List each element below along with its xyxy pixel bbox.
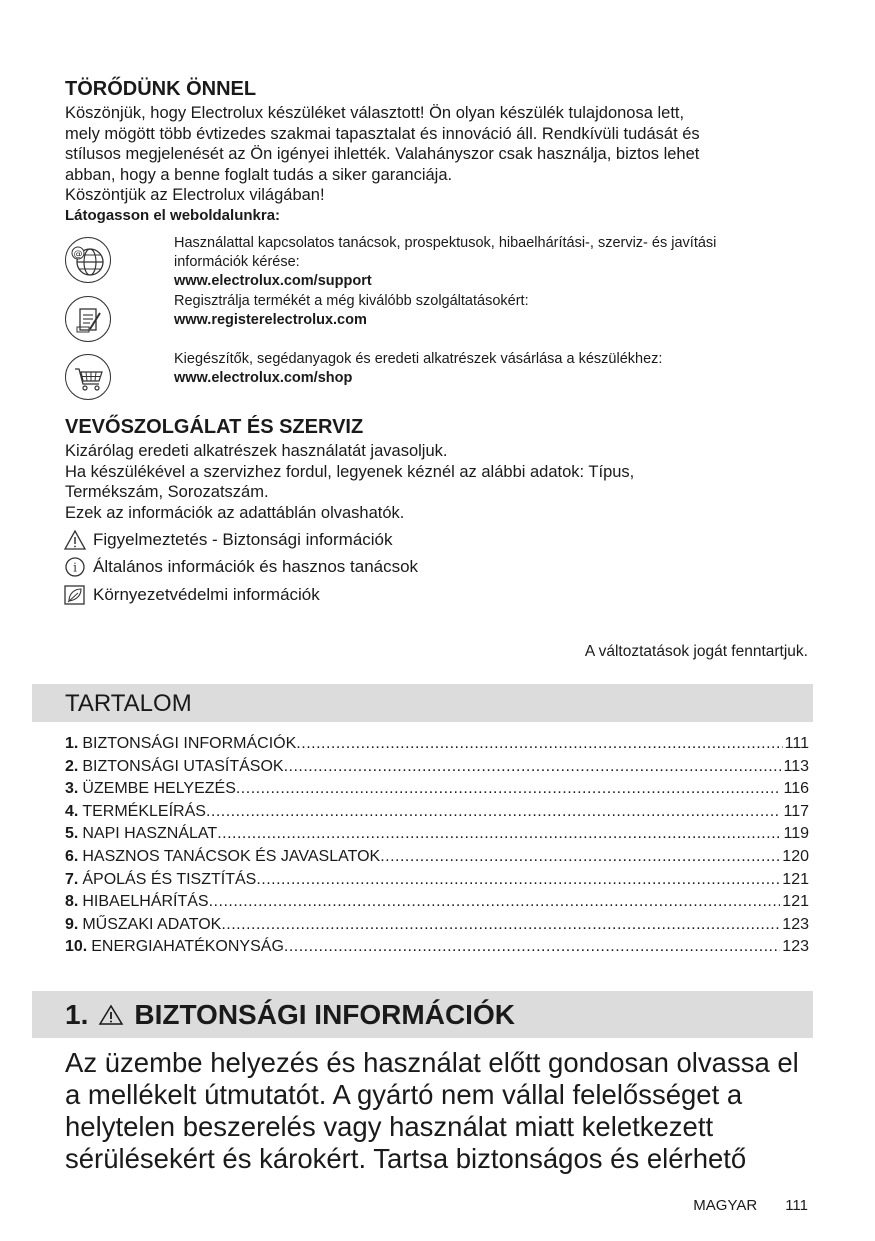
caring-heading: TÖRŐDÜNK ÖNNEL bbox=[65, 78, 257, 100]
toc-num: 3. bbox=[65, 780, 79, 798]
warning-icon bbox=[63, 529, 87, 551]
toc-row[interactable] bbox=[65, 758, 809, 781]
support-text bbox=[174, 234, 716, 291]
service-line: Termékszám, Sorozatszám. bbox=[65, 483, 269, 501]
support-link[interactable]: www.electrolux.com/support bbox=[174, 273, 372, 289]
service-line: Ezek az információk az adattáblán olvashatók. bbox=[65, 503, 405, 522]
toc-page: 123 bbox=[782, 915, 809, 933]
shop-text bbox=[174, 350, 662, 388]
toc-label: MŰSZAKI ADATOK bbox=[82, 915, 222, 933]
caring-line: abban, hogy a benne foglalt tudás a siker garanciája. bbox=[65, 165, 453, 184]
toc-header bbox=[32, 684, 813, 722]
cart-icon bbox=[65, 354, 111, 400]
toc-label: ÜZEMBE HELYEZÉS bbox=[82, 780, 236, 798]
register-line: Regisztrálja termékét a még kiválóbb szolgáltatásokért: bbox=[174, 293, 529, 309]
toc-page: 111 bbox=[784, 735, 809, 752]
toc-num: 4. bbox=[65, 802, 79, 820]
toc-num: 5. bbox=[65, 825, 79, 843]
support-line: Használattal kapcsolatos tanácsok, prospektusok, hibaelhárítási-, szerviz- és javítási bbox=[174, 235, 717, 251]
toc-label: ENERGIAHATÉKONYSÁG bbox=[91, 938, 284, 956]
support-line: információk kérése: bbox=[174, 254, 300, 270]
toc-row[interactable] bbox=[65, 825, 809, 848]
toc-row[interactable] bbox=[65, 938, 809, 961]
toc-leader bbox=[206, 803, 782, 821]
toc-leader bbox=[296, 735, 782, 753]
toc-title: TARTALOM bbox=[65, 690, 192, 717]
table-of-contents bbox=[65, 735, 809, 961]
register-link[interactable]: www.registerelectrolux.com bbox=[174, 312, 367, 328]
legend-text: Figyelmeztetés - Biztonsági információk bbox=[93, 530, 393, 549]
toc-label: BIZTONSÁGI UTASÍTÁSOK bbox=[82, 757, 284, 775]
toc-page: 121 bbox=[782, 870, 809, 888]
legend-text: Környezetvédelmi információk bbox=[93, 585, 320, 604]
register-icon bbox=[65, 296, 111, 342]
toc-num: 9. bbox=[65, 915, 79, 933]
caring-line: stílusos megjelenését az Ön igényei ihlették. Valahányszor csak használja, biztos lehet bbox=[65, 145, 700, 163]
toc-num: 1. bbox=[65, 735, 79, 752]
toc-label: ÁPOLÁS ÉS TISZTÍTÁS bbox=[82, 870, 257, 888]
shop-line: Kiegészítők, segédanyagok és eredeti alkatrészek vásárlása a készülékhez: bbox=[174, 351, 663, 367]
toc-num: 6. bbox=[65, 847, 79, 865]
toc-leader bbox=[256, 871, 780, 889]
leaf-icon bbox=[63, 584, 87, 606]
toc-page: 117 bbox=[783, 802, 809, 820]
toc-row[interactable] bbox=[65, 871, 809, 894]
toc-row[interactable] bbox=[65, 780, 809, 803]
warning-icon bbox=[98, 1003, 124, 1027]
toc-page: 120 bbox=[782, 847, 809, 865]
caring-line: Köszöntjük az Electrolux világában! bbox=[65, 186, 325, 204]
toc-page: 123 bbox=[782, 938, 809, 956]
toc-leader bbox=[284, 938, 780, 956]
page-footer bbox=[693, 1197, 808, 1214]
register-text bbox=[174, 292, 529, 330]
service-paragraph bbox=[65, 441, 805, 523]
svg-text:@: @ bbox=[73, 249, 83, 260]
toc-label: TERMÉKLEÍRÁS bbox=[82, 802, 206, 820]
safety-line: a mellékelt útmutatót. A gyártó nem vállal felelősséget a bbox=[65, 1079, 743, 1110]
legend-info bbox=[63, 556, 418, 578]
toc-row[interactable] bbox=[65, 916, 809, 939]
svg-text:i: i bbox=[73, 560, 77, 575]
caring-line: mely mögött több évtizedes szakmai tapasztalat és innováció áll. Rendkívüli tudását és bbox=[65, 124, 700, 143]
toc-page: 116 bbox=[783, 780, 809, 798]
toc-label: HIBAELHÁRÍTÁS bbox=[82, 893, 209, 911]
toc-leader bbox=[209, 893, 781, 911]
changes-note: A változtatások jogát fenntartjuk. bbox=[584, 643, 808, 660]
toc-label: BIZTONSÁGI INFORMÁCIÓK bbox=[82, 735, 297, 752]
caring-line: Köszönjük, hogy Electrolux készüléket választott! Ön olyan készülék tulajdonosa lett, bbox=[65, 104, 685, 122]
service-heading: VEVŐSZOLGÁLAT ÉS SZERVIZ bbox=[65, 416, 364, 438]
info-icon bbox=[63, 556, 87, 578]
service-line: Ha készülékével a szervizhez fordul, legyenek kéznél az alábbi adatok: Típus, bbox=[65, 462, 635, 481]
legend-environment bbox=[63, 584, 320, 606]
toc-leader bbox=[284, 758, 782, 776]
toc-label: NAPI HASZNÁLAT bbox=[82, 825, 218, 843]
toc-row[interactable] bbox=[65, 893, 809, 916]
safety-line: Az üzembe helyezés és használat előtt gondosan olvassa el bbox=[65, 1047, 799, 1078]
toc-row[interactable] bbox=[65, 735, 809, 758]
visit-label: Látogasson el weboldalunkra: bbox=[65, 206, 281, 224]
toc-leader bbox=[236, 780, 782, 798]
shop-link[interactable]: www.electrolux.com/shop bbox=[174, 370, 353, 386]
toc-label: HASZNOS TANÁCSOK ÉS JAVASLATOK bbox=[82, 847, 381, 865]
toc-leader bbox=[217, 825, 781, 843]
safety-line: sérülésekért és károkért. Tartsa biztonságos és elérhető bbox=[65, 1143, 747, 1174]
legend-text: Általános információk és hasznos tanácsok bbox=[93, 557, 419, 576]
toc-row[interactable] bbox=[65, 848, 809, 871]
section-header bbox=[32, 991, 813, 1038]
caring-paragraph bbox=[65, 103, 805, 226]
service-line: Kizárólag eredeti alkatrészek használatát javasoljuk. bbox=[65, 442, 448, 460]
toc-num: 7. bbox=[65, 870, 79, 888]
toc-num: 10. bbox=[65, 938, 88, 956]
legend-warning bbox=[63, 529, 393, 551]
section-number: 1. bbox=[65, 999, 89, 1030]
toc-num: 2. bbox=[65, 757, 79, 775]
toc-page: 119 bbox=[783, 825, 809, 843]
toc-row[interactable] bbox=[65, 803, 809, 826]
globe-icon bbox=[65, 237, 111, 283]
footer-language: MAGYAR bbox=[693, 1197, 758, 1214]
section-title bbox=[65, 999, 515, 1031]
section-title-text: BIZTONSÁGI INFORMÁCIÓK bbox=[134, 999, 515, 1030]
toc-leader bbox=[221, 916, 780, 934]
toc-page: 121 bbox=[782, 893, 809, 911]
safety-line: helytelen beszerelés vagy használat miatt keletkezett bbox=[65, 1111, 714, 1142]
toc-num: 8. bbox=[65, 893, 79, 911]
footer-page-number: 111 bbox=[785, 1197, 808, 1214]
toc-leader bbox=[380, 848, 780, 866]
toc-page: 113 bbox=[783, 757, 809, 775]
safety-intro bbox=[65, 1047, 799, 1175]
